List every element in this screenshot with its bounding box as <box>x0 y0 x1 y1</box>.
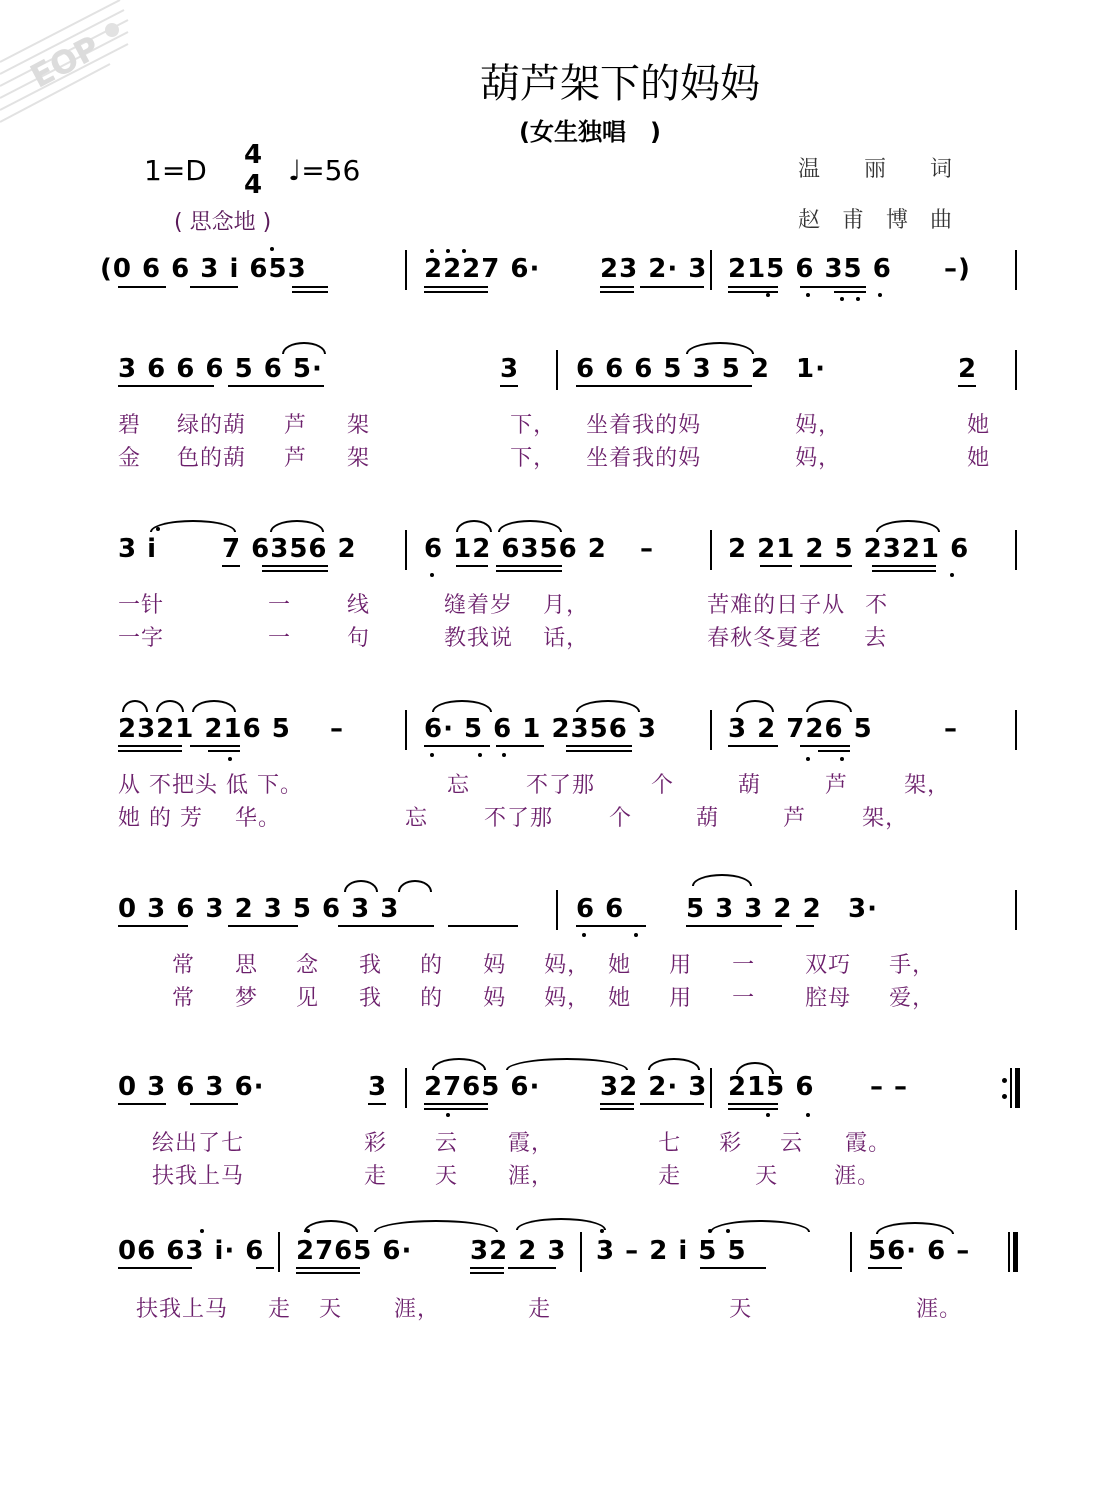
lyrics-system-5-verse-2 <box>172 981 935 1012</box>
low-octave-dot <box>478 753 482 757</box>
composer-credit: 赵 甫 博 曲 <box>798 208 953 233</box>
barline <box>1008 1232 1010 1272</box>
lyric: 我 <box>359 953 383 978</box>
notes-system-6-seg-1: 0 3 6 3 6· <box>118 1072 265 1102</box>
lyrics-system-5-verse-1 <box>172 948 935 979</box>
underline <box>424 291 488 293</box>
lyrics-system-6-verse-1 <box>152 1126 891 1157</box>
lyric: 坐着我的妈 <box>586 413 702 438</box>
slur <box>648 1058 700 1070</box>
underline <box>800 745 850 747</box>
notes-system-1-seg-3: 23 2· 3 <box>600 254 708 284</box>
lyric: 教我说 <box>444 626 514 651</box>
lyric: 爱， <box>889 986 936 1011</box>
lyric: 芦 <box>284 446 308 471</box>
lyric: 妈 <box>483 953 507 978</box>
underline <box>496 745 544 747</box>
low-octave-dot <box>950 573 954 577</box>
underline <box>424 286 488 288</box>
time-signature <box>242 140 264 200</box>
lyric: 霞。 <box>845 1131 892 1156</box>
high-octave-dot <box>708 1229 712 1233</box>
underline <box>640 286 704 288</box>
underline <box>728 745 778 747</box>
underline <box>222 565 240 567</box>
notes-system-2-seg-3: 6 6 6 5 3 5 2 <box>576 354 770 384</box>
lyric: 的 <box>420 953 444 978</box>
lyrics-system-2-verse-1 <box>118 408 990 439</box>
notes-system-4-seg-3: 6· 5 6 1 2356 3 <box>424 714 657 744</box>
lyric: 腔母 <box>805 986 852 1011</box>
underline <box>686 925 782 927</box>
lyrics-system-4-verse-1 <box>118 768 950 799</box>
underline <box>958 385 976 387</box>
notes-system-7-seg-4: 3 – 2 i 5 5 <box>596 1236 747 1266</box>
underline <box>760 565 792 567</box>
underline <box>728 1103 778 1105</box>
lyric: 扶我上马 <box>136 1297 229 1322</box>
slur <box>506 1058 628 1070</box>
lyric: 一 <box>268 593 292 618</box>
barline <box>405 250 407 290</box>
lyric: 个 <box>651 773 675 798</box>
slur <box>432 700 492 712</box>
underline <box>496 570 562 572</box>
notes-system-5-seg-4: 3· <box>848 894 878 924</box>
low-octave-dot <box>856 297 860 301</box>
lyric: 天 <box>319 1297 343 1322</box>
slur <box>456 520 492 532</box>
underline <box>292 291 328 293</box>
lyric: 七 <box>658 1131 682 1156</box>
lyric: 妈， <box>544 953 591 978</box>
lyric: 话， <box>543 626 590 651</box>
underline <box>600 1108 634 1110</box>
high-octave-dot <box>306 1229 310 1233</box>
slur <box>710 1220 810 1232</box>
lyric: 她 的 芳 <box>118 806 203 831</box>
lyric: 用 <box>669 953 693 978</box>
lyric: 她 <box>608 986 632 1011</box>
barline-thick <box>1015 1068 1020 1108</box>
underline <box>818 750 850 752</box>
underline <box>448 925 518 927</box>
slur <box>686 342 754 354</box>
lyric: 扶我上马 <box>152 1164 245 1189</box>
underline <box>800 286 866 288</box>
lyric: 云 <box>780 1131 804 1156</box>
underline <box>796 925 814 927</box>
notes-system-7-seg-1: 06 63 i· 6 <box>118 1236 265 1266</box>
underline <box>424 1108 488 1110</box>
repeat-dot <box>1002 1078 1007 1083</box>
notes-system-6-seg-4: 32 2· 3 <box>600 1072 708 1102</box>
barline <box>710 250 712 290</box>
lyric: 一 <box>268 626 292 651</box>
lyric: 金 <box>118 446 142 471</box>
lyric: 她 <box>967 413 991 438</box>
underline <box>728 1108 778 1110</box>
lyric: 涯。 <box>916 1297 963 1322</box>
underline <box>566 750 632 752</box>
underline <box>868 1267 902 1269</box>
slur <box>876 1222 954 1234</box>
underline <box>190 745 240 747</box>
underline <box>600 286 634 288</box>
notes-system-1-seg-2: 2227 6· <box>424 254 541 284</box>
underline <box>228 925 298 927</box>
low-octave-dot <box>806 293 810 297</box>
underline <box>424 1103 488 1105</box>
lyric: 妈 <box>483 986 507 1011</box>
lyrics-system-2-verse-2 <box>118 441 990 472</box>
underline <box>872 570 936 572</box>
slur <box>150 520 236 532</box>
lyric: 去 <box>864 626 888 651</box>
lyric: 下， <box>510 446 557 471</box>
lyric: 走 <box>268 1297 292 1322</box>
song-subtitle: (女生独唱 ) <box>519 118 661 146</box>
lyric: 绘出了七 <box>152 1131 245 1156</box>
slur <box>692 874 752 886</box>
lyric: 霞， <box>508 1131 555 1156</box>
underline <box>118 925 188 927</box>
notes-system-2-seg-4: 1· <box>796 354 826 384</box>
lyric: 梦 <box>235 986 259 1011</box>
barline <box>710 530 712 570</box>
underline <box>190 1103 238 1105</box>
slur <box>156 700 184 712</box>
barline-thick <box>1013 1232 1018 1272</box>
notes-system-5-seg-2: 6 6 <box>576 894 625 924</box>
time-signature-top: 4 <box>243 140 263 170</box>
notes-system-4-seg-2: – <box>330 714 344 744</box>
low-octave-dot <box>634 933 638 937</box>
barline <box>1015 350 1017 390</box>
slur <box>736 1062 774 1074</box>
low-octave-dot <box>878 293 882 297</box>
barline <box>405 530 407 570</box>
lyrics-system-4-verse-2 <box>118 801 908 832</box>
slur <box>806 700 852 712</box>
lyric: 我 <box>359 986 383 1011</box>
underline <box>256 1267 274 1269</box>
slur <box>304 1220 358 1232</box>
lyrics-system-3-verse-2 <box>118 621 887 652</box>
barline <box>710 710 712 750</box>
barline <box>1010 1068 1012 1108</box>
notes-system-2-seg-1: 3 6 6 6 5 6 5· <box>118 354 323 384</box>
song-title: 葫芦架下的妈妈 <box>480 61 760 107</box>
lyric: 华。 <box>235 806 282 831</box>
underline <box>640 1103 704 1105</box>
lyrics-system-7-verse-1 <box>136 1292 962 1323</box>
slur <box>282 342 326 354</box>
barline <box>405 1068 407 1108</box>
lyric: 碧 <box>118 413 142 438</box>
high-octave-dot <box>446 249 450 253</box>
underline <box>470 1272 504 1274</box>
underline <box>576 385 752 387</box>
barline <box>850 1232 852 1272</box>
notes-system-4-seg-1: 2321 216 5 <box>118 714 291 744</box>
lyric: 妈， <box>795 413 842 438</box>
underline <box>800 565 852 567</box>
lyric: 不了那 <box>526 773 596 798</box>
lyric: 双巧 <box>805 953 852 978</box>
low-octave-dot <box>430 573 434 577</box>
lyric: 坐着我的妈 <box>586 446 702 471</box>
lyric: 常 <box>172 986 196 1011</box>
underline <box>566 745 632 747</box>
lyric: 用 <box>669 986 693 1011</box>
lyrics-system-3-verse-1 <box>118 588 888 619</box>
notes-system-2-seg-2: 3 <box>500 354 520 384</box>
slur <box>192 700 236 712</box>
high-octave-dot <box>726 1229 730 1233</box>
lyric: 月， <box>543 593 590 618</box>
lyric: 走 <box>528 1297 552 1322</box>
underline <box>118 385 214 387</box>
lyric: 天 <box>435 1164 459 1189</box>
high-octave-dot <box>600 1229 604 1233</box>
high-octave-dot <box>430 249 434 253</box>
barline <box>580 1232 582 1272</box>
underline <box>118 286 166 288</box>
underline <box>368 1103 386 1105</box>
notes-system-1-seg-1: (0 6 6 3 i 653 <box>100 254 307 284</box>
notes-system-3-seg-4: – <box>640 534 654 564</box>
lyric: 妈， <box>795 446 842 471</box>
lyric: 她 <box>608 953 632 978</box>
lyric: 彩 <box>364 1131 388 1156</box>
underline <box>508 1267 556 1269</box>
low-octave-dot <box>430 753 434 757</box>
lyric: 线 <box>347 593 371 618</box>
lyric: 一字 <box>118 626 165 651</box>
underline <box>728 291 778 293</box>
underline <box>118 750 182 752</box>
low-octave-dot <box>228 757 232 761</box>
low-octave-dot <box>840 297 844 301</box>
notes-system-7-seg-5: 56· 6 – <box>868 1236 971 1266</box>
low-octave-dot <box>766 293 770 297</box>
slur <box>432 1058 486 1070</box>
barline <box>278 1232 280 1272</box>
underline <box>296 1272 360 1274</box>
lyric: 缝着岁 <box>444 593 514 618</box>
underline <box>424 745 490 747</box>
lyric: 常 <box>172 953 196 978</box>
slur <box>270 520 324 532</box>
underline <box>700 1267 766 1269</box>
lyric: 涯， <box>394 1297 441 1322</box>
lyric: 不 <box>865 593 889 618</box>
notes-system-6-seg-6: – – <box>870 1072 909 1102</box>
lyric: 念 <box>296 953 320 978</box>
lyric: 走 <box>364 1164 388 1189</box>
barline <box>1015 530 1017 570</box>
lyric: 走 <box>658 1164 682 1189</box>
underline <box>728 286 778 288</box>
notes-system-3-seg-1: 3 i <box>118 534 158 564</box>
lyric: 架， <box>904 773 951 798</box>
lyric: 架， <box>862 806 909 831</box>
underline <box>872 565 936 567</box>
barline <box>1015 890 1017 930</box>
notes-system-4-seg-4: 3 2 726 5 <box>728 714 873 744</box>
lyric: 妈， <box>544 986 591 1011</box>
lyric: 芦 <box>825 773 849 798</box>
lyrics-system-6-verse-2 <box>152 1159 880 1190</box>
slur <box>576 700 640 712</box>
notes-system-3-seg-3: 6 12 6356 2 <box>424 534 607 564</box>
slur <box>516 1218 606 1230</box>
notes-system-3-seg-5: 2 21 2 5 2321 6 <box>728 534 970 564</box>
lyricist-credit: 温 丽 词 <box>798 157 953 182</box>
lyric: 个 <box>609 806 633 831</box>
low-octave-dot <box>840 757 844 761</box>
notes-system-3-seg-2: 7 6356 2 <box>222 534 357 564</box>
lyric: 忘 <box>405 806 429 831</box>
lyric: 从 不把头 低 下。 <box>118 773 303 798</box>
lyric: 一 <box>732 986 756 1011</box>
lyric: 不了那 <box>484 806 554 831</box>
lyric: 思 <box>235 953 259 978</box>
underline <box>834 291 866 293</box>
high-octave-dot <box>156 527 160 531</box>
lyric: 葫 <box>696 806 720 831</box>
lyric: 天 <box>755 1164 779 1189</box>
lyric: 架 <box>347 446 371 471</box>
low-octave-dot <box>806 757 810 761</box>
underline <box>296 1267 360 1269</box>
tempo-marking: ♩=56 <box>288 154 361 187</box>
lyric: 云 <box>435 1131 459 1156</box>
lyric: 涯。 <box>834 1164 881 1189</box>
slur <box>374 1220 498 1232</box>
lyric: 句 <box>347 626 371 651</box>
lyric: 芦 <box>783 806 807 831</box>
notes-system-2-seg-5: 2 <box>958 354 978 384</box>
barline <box>710 1068 712 1108</box>
lyric: 手， <box>889 953 936 978</box>
underline <box>208 750 240 752</box>
lyric: 一针 <box>118 593 165 618</box>
notes-system-4-seg-5: – <box>944 714 958 744</box>
lyric: 葫 <box>738 773 762 798</box>
lyric: 的 <box>420 986 444 1011</box>
underline <box>118 745 182 747</box>
expression-marking: ( 思念地 ) <box>174 210 272 235</box>
low-octave-dot <box>446 1113 450 1117</box>
lyric: 彩 <box>719 1131 743 1156</box>
underline <box>190 286 238 288</box>
underline <box>262 570 328 572</box>
slur <box>736 700 774 712</box>
notes-system-6-seg-3: 2765 6· <box>424 1072 541 1102</box>
notes-system-7-seg-2: 2765 6· <box>296 1236 413 1266</box>
underline <box>600 1103 634 1105</box>
lyric: 一 <box>732 953 756 978</box>
underline <box>228 385 324 387</box>
high-octave-dot <box>270 247 274 251</box>
barline <box>1015 250 1017 290</box>
slur <box>122 700 148 712</box>
notes-system-1-seg-5: –) <box>944 254 971 284</box>
notes-system-6-seg-5: 215 6 <box>728 1072 815 1102</box>
slur <box>876 520 940 532</box>
notes-system-1-seg-4: 215 6 35 6 <box>728 254 892 284</box>
barline <box>405 710 407 750</box>
lyric: 涯， <box>508 1164 555 1189</box>
notes-system-5-seg-1: 0 3 6 3 2 3 5 6 3 3 <box>118 894 400 924</box>
high-octave-dot <box>200 1229 204 1233</box>
lyric: 她 <box>967 446 991 471</box>
notes-system-6-seg-2: 3 <box>368 1072 388 1102</box>
lyric: 架 <box>347 413 371 438</box>
key-signature: 1=D <box>144 154 207 187</box>
slur <box>398 880 432 892</box>
low-octave-dot <box>766 1113 770 1117</box>
underline <box>262 565 328 567</box>
low-octave-dot <box>502 753 506 757</box>
lyric: 色的葫 <box>177 446 247 471</box>
lyric: 忘 <box>446 773 470 798</box>
underline <box>456 565 488 567</box>
underline <box>470 1267 504 1269</box>
watermark-logo: EOP <box>24 27 106 96</box>
barline <box>556 350 558 390</box>
underline <box>576 925 646 927</box>
high-octave-dot <box>462 249 466 253</box>
underline <box>500 385 518 387</box>
underline <box>338 925 434 927</box>
underline <box>118 1103 166 1105</box>
time-signature-bottom: 4 <box>243 170 263 200</box>
slur <box>344 880 378 892</box>
underline <box>496 565 562 567</box>
lyric: 绿的葫 <box>177 413 247 438</box>
lyric: 春秋冬夏老 <box>707 626 823 651</box>
lyric: 天 <box>729 1297 753 1322</box>
lyric: 下， <box>510 413 557 438</box>
low-octave-dot <box>806 1113 810 1117</box>
repeat-dot <box>1002 1094 1007 1099</box>
barline <box>1015 710 1017 750</box>
barline <box>556 890 558 930</box>
underline <box>292 286 328 288</box>
lyric: 芦 <box>284 413 308 438</box>
lyric: 苦难的日子从 <box>707 593 846 618</box>
notes-system-5-seg-3: 5 3 3 2 2 <box>686 894 822 924</box>
underline <box>600 291 634 293</box>
underline <box>118 1267 192 1269</box>
lyric: 见 <box>296 986 320 1011</box>
notes-system-7-seg-3: 32 2 3 <box>470 1236 567 1266</box>
slur <box>498 520 562 532</box>
low-octave-dot <box>582 933 586 937</box>
